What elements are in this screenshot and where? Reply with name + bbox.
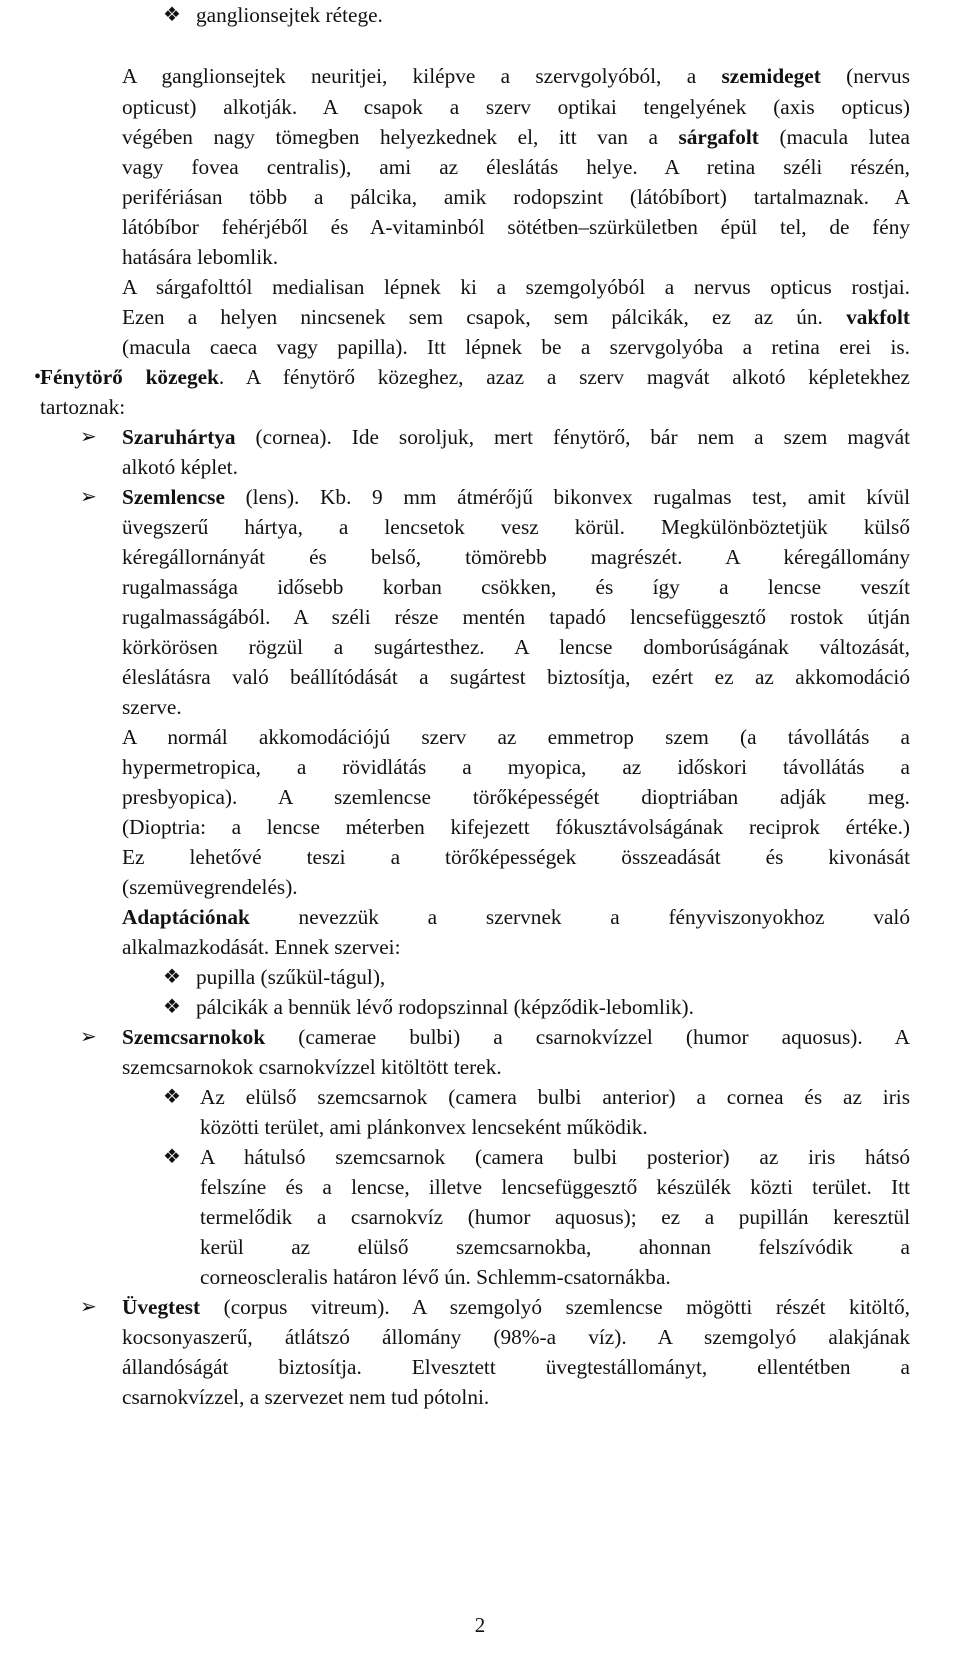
text-line: szemcsarnokok csarnokvízzel kitöltött terek.: [122, 1055, 502, 1079]
text-line: kerül az elülső szemcsarnokba, ahonnan felszívódik a: [200, 1235, 910, 1259]
diamond-bullet-icon: ❖: [163, 4, 181, 26]
diamond-bullet-icon: ❖: [163, 966, 181, 988]
bold-term: Üvegtest: [122, 1295, 201, 1319]
text-line: termelődik a csarnokvíz (humor aquosus); ez a pupillán keresztül: [200, 1205, 910, 1229]
text-line: opticust) alkotják. A csapok a szerv optikai tengelyének (axis opticus): [122, 95, 910, 119]
text-line: rugalmasságából. A széli része mentén tapadó lencsefüggesztő rostok útján: [122, 605, 910, 629]
text-line: Fénytörő közegek. A fénytörő közeghez, azaz a szerv magvát alkotó képletekhez: [40, 365, 910, 389]
text-line: alkotó képlet.: [122, 455, 238, 479]
text-line: látóbíbor fehérjéből és A-vitaminból sötétben–szürkületben épül tel, de fény: [122, 215, 910, 239]
bold-term: vakfolt: [846, 305, 910, 329]
bold-term: Adaptációnak: [122, 905, 250, 929]
diamond-bullet-icon: ❖: [163, 1146, 181, 1168]
diamond-bullet-icon: ❖: [163, 1086, 181, 1108]
text-line: Az elülső szemcsarnok (camera bulbi anterior) a cornea és az iris: [200, 1085, 910, 1109]
diamond-bullet-icon: ❖: [163, 996, 181, 1018]
text-line: Adaptációnak nevezzük a szervnek a fényviszonyokhoz való: [122, 905, 910, 929]
text-line: szerve.: [122, 695, 182, 719]
text-line: A hátulsó szemcsarnok (camera bulbi posterior) az iris hátsó: [200, 1145, 910, 1169]
text-line: hypermetropica, a rövidlátás a myopica, az időskori távollátás a: [122, 755, 910, 779]
text-line: éleslátásra való beállítódását a sugártest biztosítja, ezért ez az akkomodáció: [122, 665, 910, 689]
text-line: rugalmassága idősebb korban csökken, és így a lencse veszít: [122, 575, 910, 599]
arrow-bullet-icon: ➢: [80, 1026, 97, 1048]
text-line: Szemlencse (lens). Kb. 9 mm átmérőjű bikonvex rugalmas test, amit kívül: [122, 485, 910, 509]
text-line: presbyopica). A szemlencse törőképességét dioptriában adják meg.: [122, 785, 910, 809]
text-line: végében nagy tömegben helyezkednek el, itt van a sárgafolt (macula lutea: [122, 125, 910, 149]
text-line: Üvegtest (corpus vitreum). A szemgolyó szemlencse mögötti részét kitöltő,: [122, 1295, 910, 1319]
text-line: pálcikák a bennük lévő rodopszinnal (képződik-lebomlik).: [196, 995, 694, 1019]
bold-term: Szemcsarnokok: [122, 1025, 266, 1049]
text-line: tartoznak:: [40, 395, 126, 419]
bold-term: Szaruhártya: [122, 425, 236, 449]
text-line: perifériásan több a pálcika, amik rodopszint (látóbíbort) tartalmaznak. A: [122, 185, 910, 209]
text-line: csarnokvízzel, a szervezet nem tud pótolni.: [122, 1385, 490, 1409]
text-line: Szaruhártya (cornea). Ide soroljuk, mert fénytörő, bár nem a szem magvát: [122, 425, 910, 449]
text-line: kéregállornányát és belső, tömörebb magrészét. A kéregállomány: [122, 545, 910, 569]
page-number: 2: [474, 1613, 486, 1637]
text-line: körkörösen rögzül a sugártesthez. A lencse domborúságának változását,: [122, 635, 910, 659]
bold-term: Szemlencse: [122, 485, 225, 509]
text-line: corneoscleralis határon lévő ún. Schlemm-csatornákba.: [200, 1265, 671, 1289]
text-line: közötti terület, ami plánkonvex lencseként működik.: [200, 1115, 648, 1139]
text-line: üvegszerű hártya, a lencsetok vesz körül. Megkülönböztetjük külső: [122, 515, 910, 539]
text-line: alkalmazkodását. Ennek szervei:: [122, 935, 401, 959]
text-line: állandóságát biztosítja. Elvesztett üvegtestállományt, ellentétben a: [122, 1355, 910, 1379]
arrow-bullet-icon: ➢: [80, 486, 97, 508]
text-line: Szemcsarnokok (camerae bulbi) a csarnokvízzel (humor aquosus). A: [122, 1025, 910, 1049]
text-line: vagy fovea centralis), ami az éleslátás helye. A retina széli részén,: [122, 155, 910, 179]
text-line: (Dioptria: a lencse méterben kifejezett fókusztávolságának reciprok értéke.): [122, 815, 910, 839]
dot-bullet-icon: •: [34, 366, 42, 388]
text-line: hatására lebomlik.: [122, 245, 279, 269]
text-line: A normál akkomodációjú szerv az emmetrop szem (a távollátás a: [122, 725, 910, 749]
text-line: felszíne és a lencse, illetve lencsefüggesztő készülék közti terület. Itt: [200, 1175, 910, 1199]
text-line: A ganglionsejtek neuritjei, kilépve a szervgolyóból, a szemideget (nervus: [122, 64, 910, 88]
text-line: Ez lehetővé teszi a törőképességek összeadását és kivonását: [122, 845, 910, 869]
text-line: pupilla (szűkül-tágul),: [196, 965, 386, 989]
text-line: A sárgafolttól medialisan lépnek ki a szemgolyóból a nervus opticus rostjai.: [122, 275, 910, 299]
text-line: kocsonyaszerű, átlátszó állomány (98%-a víz). A szemgolyó alakjának: [122, 1325, 910, 1349]
arrow-bullet-icon: ➢: [80, 426, 97, 448]
bold-term: szemideget: [721, 64, 821, 88]
text-line: Ezen a helyen nincsenek sem csapok, sem pálcikák, ez az ún. vakfolt: [122, 305, 910, 329]
bold-term: Fénytörő közegek: [40, 365, 219, 389]
text-line: ganglionsejtek rétege.: [196, 3, 383, 27]
text-line: (macula caeca vagy papilla). Itt lépnek be a szervgolyóba a retina erei is.: [122, 335, 910, 359]
bold-term: sárgafolt: [678, 125, 759, 149]
arrow-bullet-icon: ➢: [80, 1296, 97, 1318]
text-line: (szemüvegrendelés).: [122, 875, 298, 899]
